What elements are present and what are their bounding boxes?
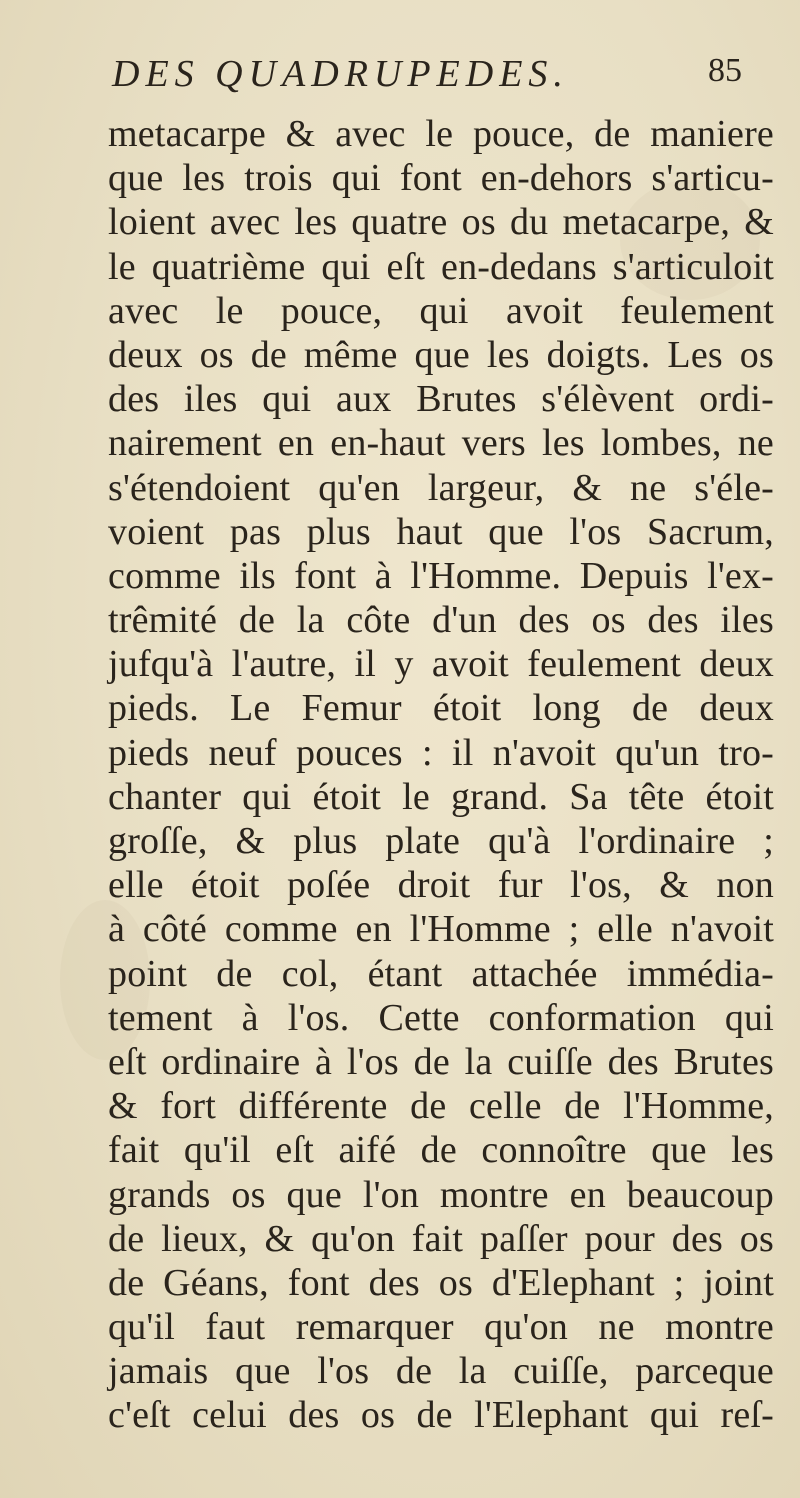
text-line: que les trois qui font en-dehors s'articu-: [108, 157, 774, 200]
text-line: groſſe, & plus plate qu'à l'ordinaire ;: [108, 820, 774, 862]
text-line: qu'il faut remarquer qu'on ne montre: [108, 1306, 774, 1349]
text-line: point de col, étant attachée immédia-: [108, 952, 774, 995]
body-text: [108, 112, 774, 1438]
text-line: & fort différente de celle de l'Homme,: [108, 1085, 774, 1128]
text-line: pieds neuf pouces : il n'avoit qu'un tro-: [108, 731, 774, 774]
text-line: comme ils font à l'Homme. Depuis l'ex-: [108, 554, 774, 597]
text-line: chanter qui étoit le grand. Sa tête étoit: [108, 775, 774, 818]
text-line: jufqu'à l'autre, il y avoit feulement deux: [108, 643, 774, 686]
page-number: 85: [708, 52, 742, 89]
text-line: metacarpe & avec le pouce, de maniere: [108, 113, 774, 155]
text-line: trêmité de la côte d'un des os des iles: [108, 599, 774, 642]
text-line: loient avec les quatre os du metacarpe, &: [108, 201, 774, 244]
text-line: à côté comme en l'Homme ; elle n'avoit: [108, 908, 774, 951]
text-line: le quatrième qui eſt en-dedans s'articuloit: [108, 245, 774, 288]
text-line: avec le pouce, qui avoit feulement: [108, 289, 774, 332]
text-line: c'eſt celui des os de l'Elephant qui reſ-: [108, 1394, 774, 1437]
text-line: voient pas plus haut que l'os Sacrum,: [108, 510, 774, 553]
text-line: tement à l'os. Cette conformation qui: [108, 996, 774, 1039]
text-line: des iles qui aux Brutes s'élèvent ordi-: [108, 378, 774, 421]
text-line: s'étendoient qu'en largeur, & ne s'éle-: [108, 466, 774, 509]
text-line: eſt ordinaire à l'os de la cuiſſe des Brutes: [108, 1040, 774, 1083]
text-line: elle étoit poſée droit fur l'os, & non: [108, 864, 774, 907]
running-head: DES QUADRUPEDES.: [112, 53, 569, 95]
text-line: fait qu'il eſt aifé de connoître que les: [108, 1129, 774, 1172]
text-line: de lieux, & qu'on fait paſſer pour des os: [108, 1217, 774, 1260]
text-line: grands os que l'on montre en beaucoup: [108, 1173, 774, 1216]
text-line: jamais que l'os de la cuiſſe, parceque: [108, 1350, 774, 1393]
text-line: pieds. Le Femur étoit long de deux: [108, 687, 774, 730]
text-line: deux os de même que les doigts. Les os: [108, 333, 774, 376]
page-header: [112, 52, 752, 102]
text-line: de Géans, font des os d'Elephant ; joint: [108, 1261, 774, 1304]
text-line: nairement en en-haut vers les lombes, ne: [108, 422, 774, 465]
